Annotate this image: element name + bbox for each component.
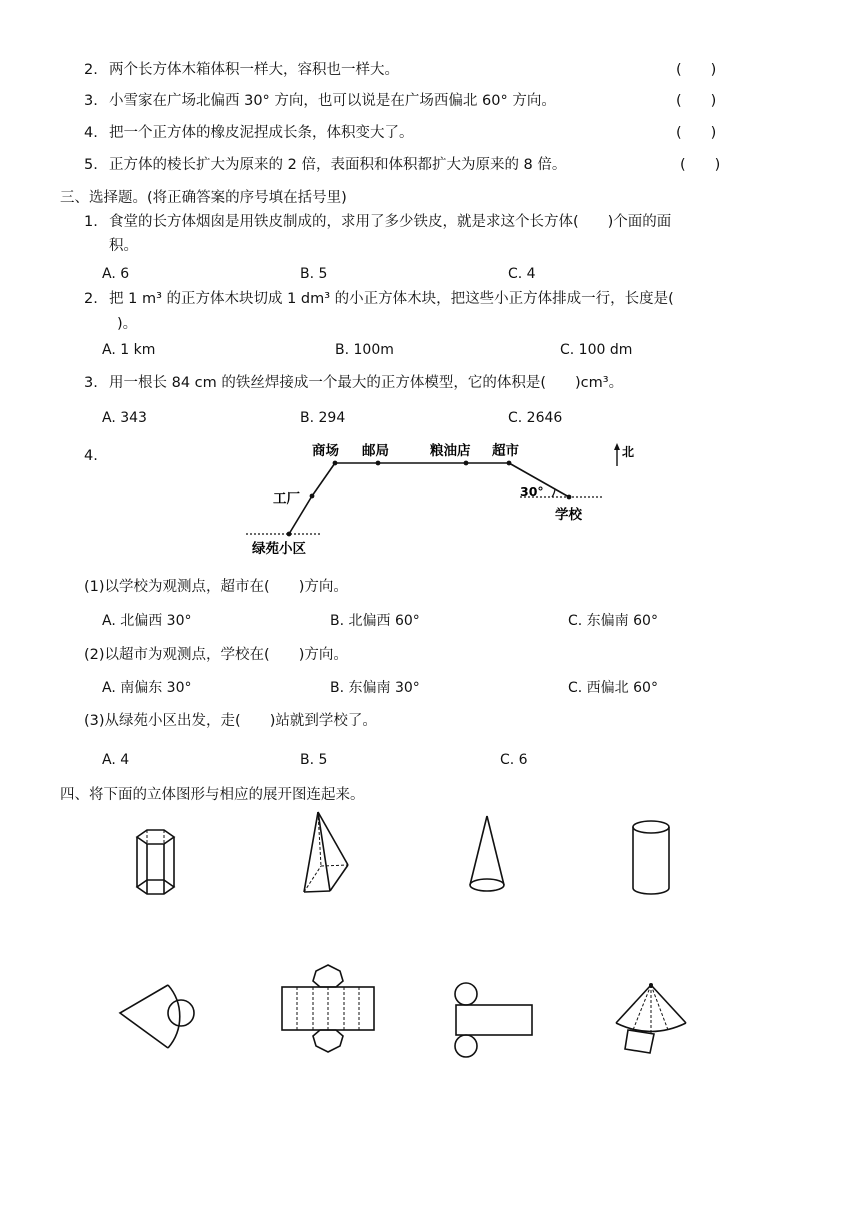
label-school: 学校	[555, 507, 582, 523]
item-number: 2.	[84, 62, 98, 78]
pyramid-icon	[304, 812, 348, 892]
question-text: 用一根长 84 cm 的铁丝焊接成一个最大的正方体模型，它的体积是( )cm³。	[109, 375, 624, 391]
stop-dot-grain-store	[464, 461, 469, 466]
stop-dot-residential	[287, 532, 292, 537]
option-a[interactable]: A. 1 km	[102, 342, 156, 358]
option-b[interactable]: B. 5	[300, 752, 328, 768]
answer-paren[interactable]: ( )	[676, 125, 717, 141]
question-text: 把 1 m³ 的正方体木块切成 1 dm³ 的小正方体木块，把这些小正方体排成一行，长度是(	[109, 291, 674, 307]
label-factory: 工厂	[273, 491, 300, 507]
question-text-line2: )。	[117, 316, 138, 332]
item-text: 正方体的棱长扩大为原来的 2 倍，表面积和体积都扩大为原来的 8 倍。	[109, 157, 567, 173]
route-segment	[312, 463, 335, 496]
stop-dot-factory	[310, 494, 315, 499]
label-grain-store: 粮油店	[430, 443, 471, 459]
option-c[interactable]: C. 西偏北 60°	[568, 680, 658, 696]
label-mall: 商场	[312, 443, 339, 459]
label-angle: 30°	[520, 484, 544, 499]
question-number: 2.	[84, 291, 98, 307]
option-a[interactable]: A. 343	[102, 410, 147, 426]
question-text: 食堂的长方体烟囱是用铁皮制成的，求用了多少铁皮，就是求这个长方体( )个面的面	[109, 214, 672, 230]
solids-and-nets	[0, 800, 860, 1080]
option-b[interactable]: B. 北偏西 60°	[330, 613, 420, 629]
option-a[interactable]: A. 南偏东 30°	[102, 680, 192, 696]
label-supermarket: 超市	[492, 443, 519, 459]
cylinder-icon	[633, 821, 669, 894]
question-number-4: 4.	[84, 448, 98, 464]
item-number: 4.	[84, 125, 98, 141]
hexagonal-prism-icon	[137, 830, 174, 894]
route-map	[0, 0, 860, 570]
cylinder-net-icon	[455, 983, 532, 1057]
answer-paren[interactable]: ( )	[680, 157, 721, 173]
answer-paren[interactable]: ( )	[676, 62, 717, 78]
section-title-matching: 四、将下面的立体图形与相应的展开图连起来。	[60, 787, 365, 803]
option-c[interactable]: C. 6	[500, 752, 528, 768]
option-a[interactable]: A. 北偏西 30°	[102, 613, 192, 629]
stop-dot-supermarket	[507, 461, 512, 466]
option-b[interactable]: B. 294	[300, 410, 346, 426]
cone-icon	[470, 816, 504, 891]
question-number: 3.	[84, 375, 98, 391]
north-arrow-head-icon	[614, 443, 620, 450]
label-post-office: 邮局	[362, 443, 389, 459]
angle-arc	[552, 489, 555, 497]
answer-paren[interactable]: ( )	[676, 93, 717, 109]
question-number: 1.	[84, 214, 98, 230]
question-text-line2: 积。	[109, 238, 138, 254]
option-a[interactable]: A. 6	[102, 266, 130, 282]
option-b[interactable]: B. 5	[300, 266, 328, 282]
stop-dot-mall	[333, 461, 338, 466]
cone-net-icon	[120, 985, 194, 1048]
item-text: 小雪家在广场北偏西 30° 方向，也可以说是在广场西偏北 60° 方向。	[109, 93, 556, 109]
option-c[interactable]: C. 100 dm	[560, 342, 633, 358]
item-text: 把一个正方体的橡皮泥捏成长条，体积变大了。	[109, 125, 414, 141]
item-number: 5.	[84, 157, 98, 173]
option-c[interactable]: C. 4	[508, 266, 536, 282]
stop-dot-school	[567, 495, 572, 500]
sub-question-text: (2)以超市为观测点，学校在( )方向。	[84, 647, 348, 663]
section-title-choice: 三、选择题。(将正确答案的序号填在括号里)	[60, 190, 347, 206]
item-number: 3.	[84, 93, 98, 109]
stop-dot-post-office	[376, 461, 381, 466]
option-b[interactable]: B. 东偏南 30°	[330, 680, 420, 696]
option-c[interactable]: C. 2646	[508, 410, 563, 426]
sub-question-text: (3)从绿苑小区出发，走( )站就到学校了。	[84, 713, 377, 729]
sub-question-text: (1)以学校为观测点，超市在( )方向。	[84, 579, 348, 595]
apex-dot	[649, 983, 653, 987]
hexagonal-prism-net-icon	[282, 965, 374, 1052]
pyramid-net-icon	[616, 985, 686, 1053]
label-north: 北	[622, 445, 635, 459]
label-residential: 绿苑小区	[252, 541, 306, 557]
option-c[interactable]: C. 东偏南 60°	[568, 613, 658, 629]
item-text: 两个长方体木箱体积一样大，容积也一样大。	[109, 62, 399, 78]
option-b[interactable]: B. 100m	[335, 342, 394, 358]
option-a[interactable]: A. 4	[102, 752, 130, 768]
